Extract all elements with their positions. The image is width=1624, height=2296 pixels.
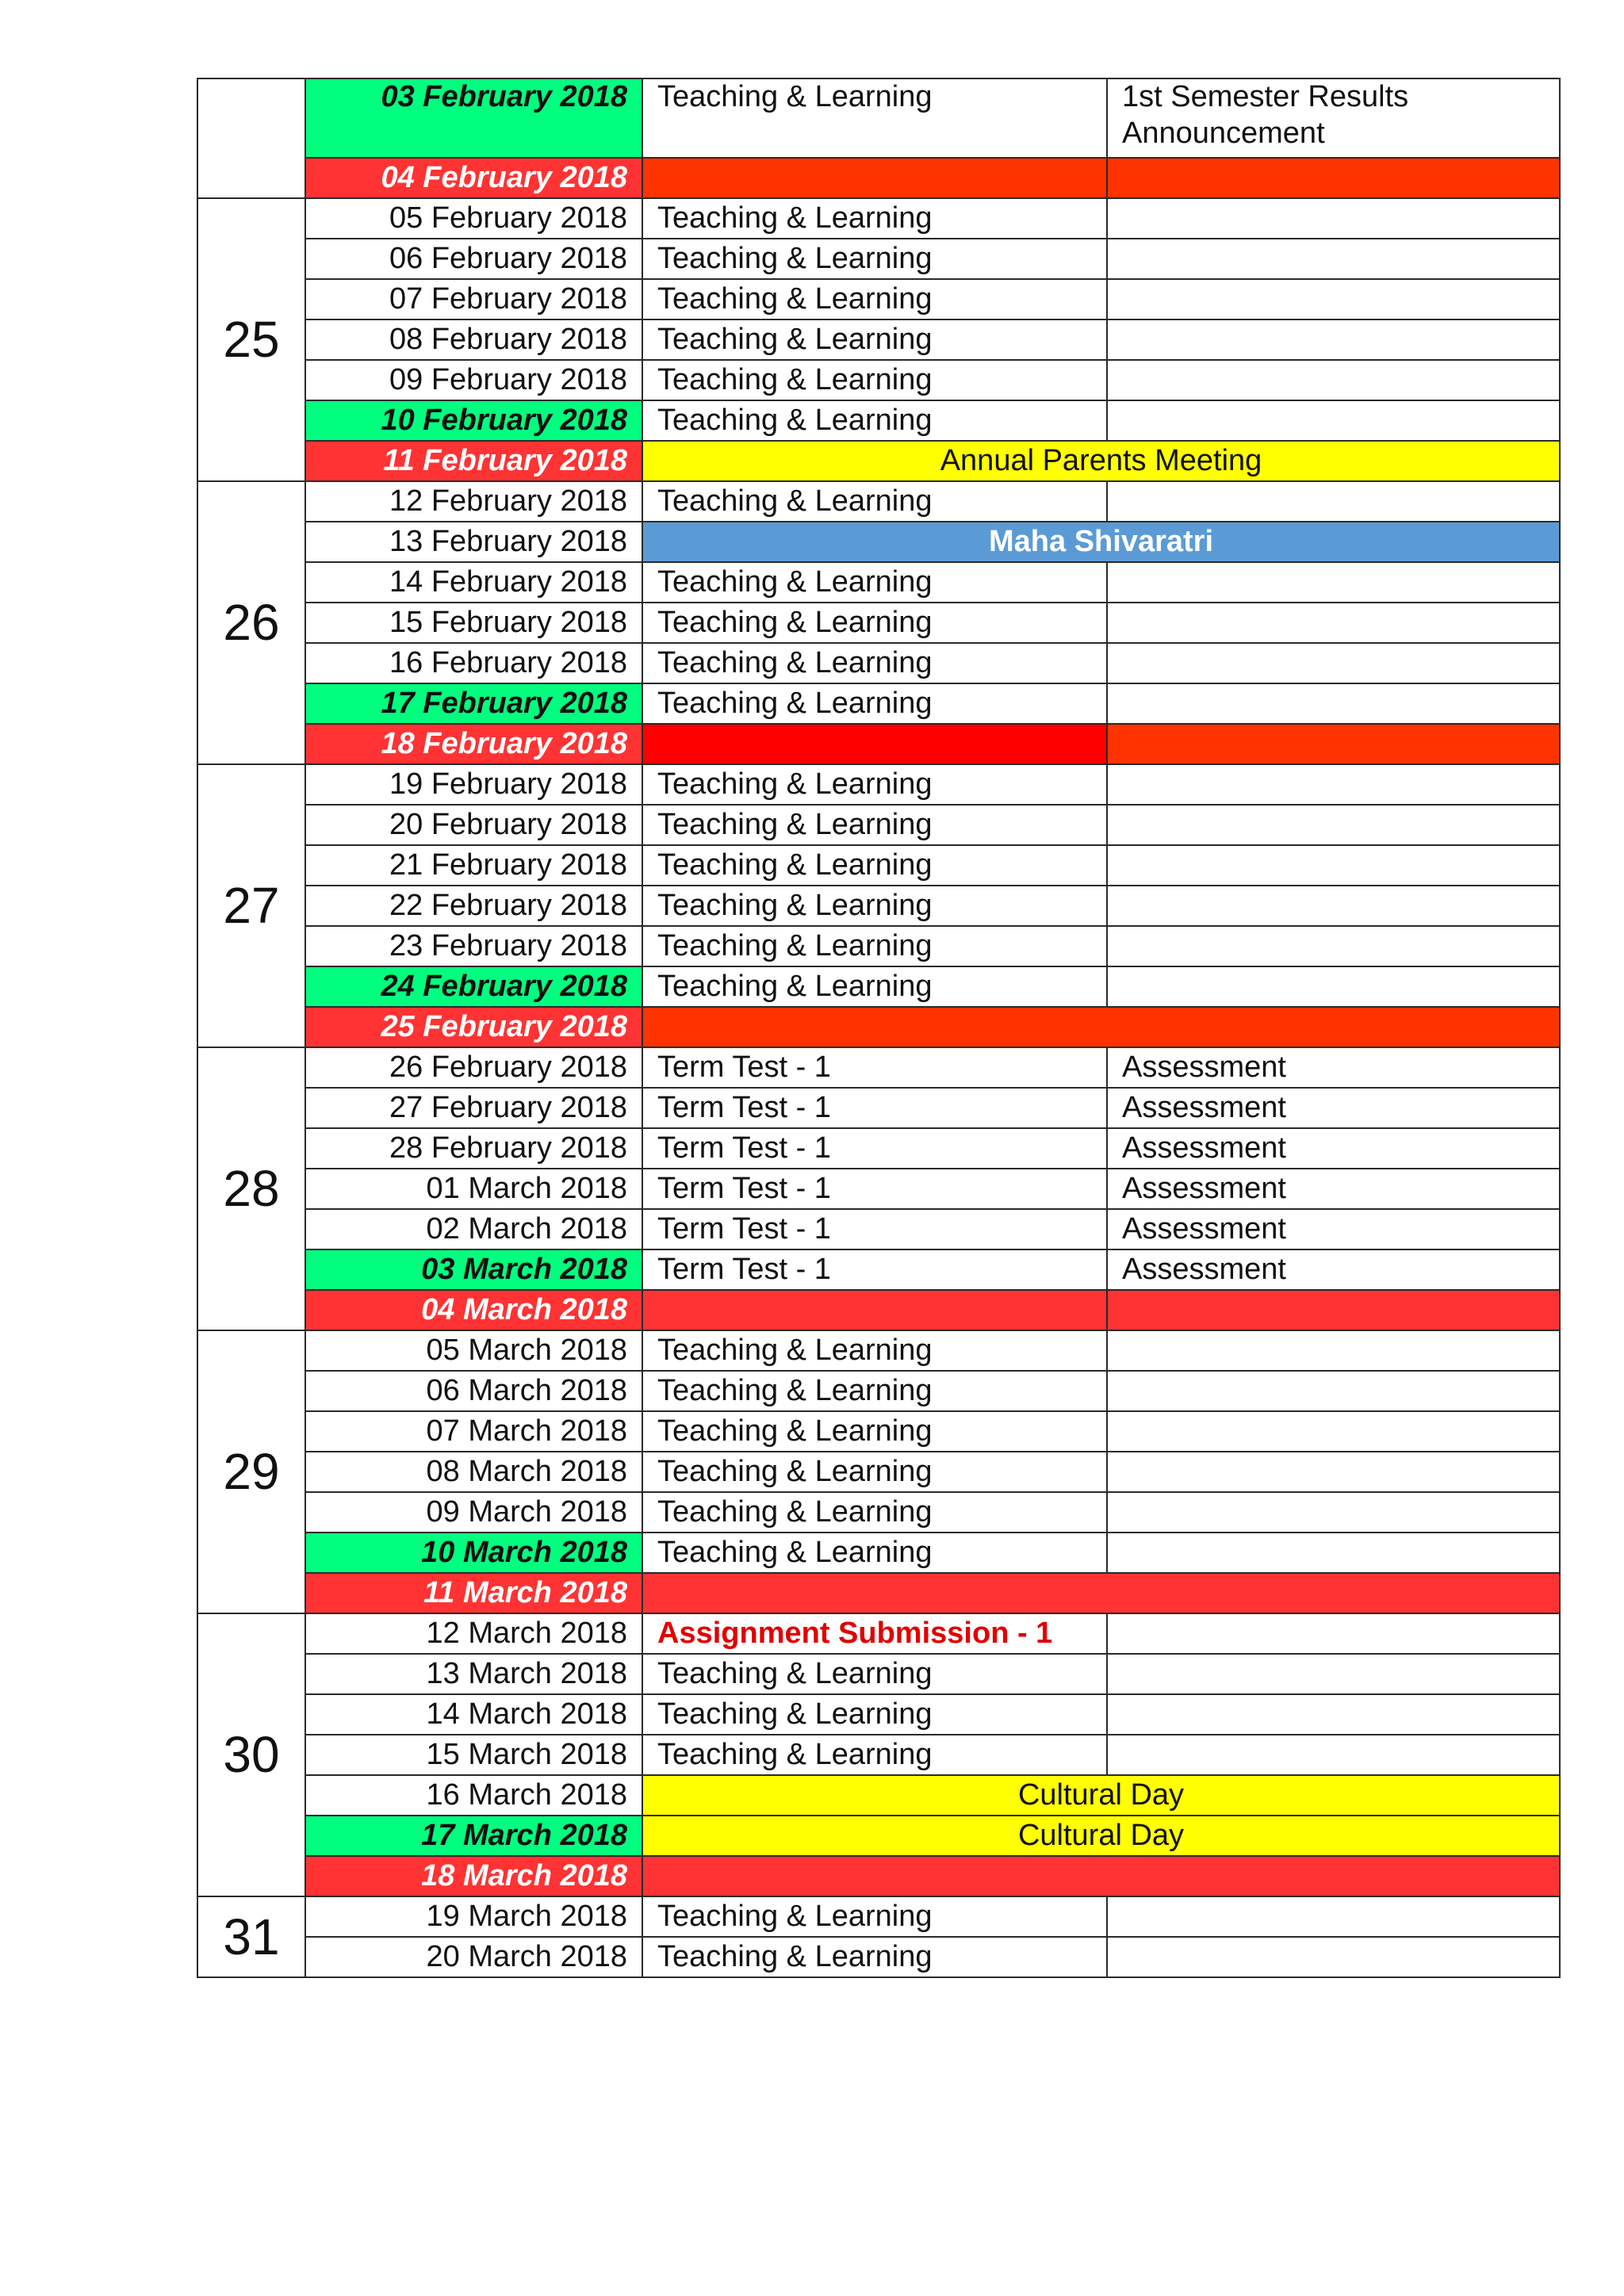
week-number: 31 bbox=[197, 1896, 305, 1977]
activity-cell: Teaching & Learning bbox=[642, 360, 1107, 400]
calendar-row bbox=[197, 603, 1560, 643]
calendar-row bbox=[197, 764, 1560, 805]
note-cell bbox=[1107, 1694, 1560, 1735]
saturday-date-cell: 10 March 2018 bbox=[305, 1533, 642, 1573]
date-cell: 14 February 2018 bbox=[305, 562, 642, 603]
date-cell: 06 March 2018 bbox=[305, 1371, 642, 1411]
date-cell: 08 February 2018 bbox=[305, 320, 642, 360]
note-cell bbox=[1107, 1290, 1560, 1330]
activity-cell: Teaching & Learning bbox=[642, 320, 1107, 360]
calendar-row bbox=[197, 1896, 1560, 1937]
calendar-row bbox=[197, 1654, 1560, 1694]
note-cell bbox=[1107, 1411, 1560, 1452]
date-cell: 19 March 2018 bbox=[305, 1896, 642, 1937]
calendar-row bbox=[197, 926, 1560, 966]
activity-cell: Term Test - 1 bbox=[642, 1088, 1107, 1128]
activity-cell: Assignment Submission - 1 bbox=[642, 1613, 1107, 1654]
calendar-row bbox=[197, 1816, 1560, 1856]
calendar-row bbox=[197, 198, 1560, 239]
week-number: 27 bbox=[197, 764, 305, 1047]
calendar-row bbox=[197, 400, 1560, 441]
event-cell: Cultural Day bbox=[642, 1775, 1560, 1816]
activity-cell: Term Test - 1 bbox=[642, 1209, 1107, 1249]
calendar-row bbox=[197, 562, 1560, 603]
date-cell: 20 February 2018 bbox=[305, 805, 642, 845]
activity-cell: Teaching & Learning bbox=[642, 198, 1107, 239]
note-cell bbox=[1107, 279, 1560, 320]
sunday-date-cell: 25 February 2018 bbox=[305, 1007, 642, 1047]
calendar-row bbox=[197, 1128, 1560, 1169]
activity-cell bbox=[642, 158, 1107, 198]
week-number: 30 bbox=[197, 1613, 305, 1896]
note-cell bbox=[1107, 724, 1560, 764]
date-cell: 19 February 2018 bbox=[305, 764, 642, 805]
date-cell: 05 March 2018 bbox=[305, 1330, 642, 1371]
calendar-row bbox=[197, 320, 1560, 360]
calendar-row bbox=[197, 522, 1560, 562]
activity-cell: Teaching & Learning bbox=[642, 1937, 1107, 1977]
calendar-row bbox=[197, 1492, 1560, 1533]
note-cell bbox=[1107, 966, 1560, 1007]
calendar-row bbox=[197, 724, 1560, 764]
date-cell: 21 February 2018 bbox=[305, 845, 642, 886]
activity-cell: Teaching & Learning bbox=[642, 1533, 1107, 1573]
activity-cell: Teaching & Learning bbox=[642, 886, 1107, 926]
date-cell: 20 March 2018 bbox=[305, 1937, 642, 1977]
calendar-row bbox=[197, 1088, 1560, 1128]
calendar-row bbox=[197, 1452, 1560, 1492]
activity-cell: Teaching & Learning bbox=[642, 1654, 1107, 1694]
note-cell bbox=[1107, 805, 1560, 845]
sunday-date-cell: 04 March 2018 bbox=[305, 1290, 642, 1330]
calendar-row bbox=[197, 1007, 1560, 1047]
note-cell: Assessment bbox=[1107, 1209, 1560, 1249]
date-cell: 28 February 2018 bbox=[305, 1128, 642, 1169]
activity-cell: Teaching & Learning bbox=[642, 926, 1107, 966]
note-cell bbox=[1107, 1735, 1560, 1775]
calendar-row bbox=[197, 158, 1560, 198]
calendar-body bbox=[197, 78, 1560, 1977]
sunday-date-cell: 18 February 2018 bbox=[305, 724, 642, 764]
sunday-date-cell: 18 March 2018 bbox=[305, 1856, 642, 1896]
activity-cell: Teaching & Learning bbox=[642, 1411, 1107, 1452]
activity-cell: Teaching & Learning bbox=[642, 603, 1107, 643]
date-cell: 22 February 2018 bbox=[305, 886, 642, 926]
calendar-row bbox=[197, 683, 1560, 724]
activity-cell bbox=[642, 1290, 1107, 1330]
date-cell: 16 February 2018 bbox=[305, 643, 642, 683]
note-cell bbox=[1107, 1654, 1560, 1694]
date-cell: 12 February 2018 bbox=[305, 481, 642, 522]
sunday-date-cell: 04 February 2018 bbox=[305, 158, 642, 198]
date-cell: 15 March 2018 bbox=[305, 1735, 642, 1775]
calendar-row bbox=[197, 1856, 1560, 1896]
activity-cell: Term Test - 1 bbox=[642, 1128, 1107, 1169]
activity-cell: Teaching & Learning bbox=[642, 481, 1107, 522]
activity-cell: Term Test - 1 bbox=[642, 1169, 1107, 1209]
date-cell: 07 February 2018 bbox=[305, 279, 642, 320]
note-cell bbox=[1107, 1533, 1560, 1573]
activity-cell: Teaching & Learning bbox=[642, 400, 1107, 441]
week-number: 25 bbox=[197, 198, 305, 481]
date-cell: 09 March 2018 bbox=[305, 1492, 642, 1533]
activity-cell: Teaching & Learning bbox=[642, 1735, 1107, 1775]
activity-cell: Teaching & Learning bbox=[642, 643, 1107, 683]
calendar-row bbox=[197, 360, 1560, 400]
note-cell: 1st Semester Results Announcement bbox=[1107, 78, 1560, 158]
saturday-date-cell: 10 February 2018 bbox=[305, 400, 642, 441]
note-cell bbox=[1107, 360, 1560, 400]
calendar-row bbox=[197, 1573, 1560, 1613]
date-cell: 08 March 2018 bbox=[305, 1452, 642, 1492]
calendar-row bbox=[197, 1411, 1560, 1452]
calendar-row bbox=[197, 1694, 1560, 1735]
activity-cell: Teaching & Learning bbox=[642, 239, 1107, 279]
note-cell bbox=[1107, 198, 1560, 239]
note-cell bbox=[1107, 562, 1560, 603]
saturday-date-cell: 17 February 2018 bbox=[305, 683, 642, 724]
calendar-row bbox=[197, 966, 1560, 1007]
date-cell: 26 February 2018 bbox=[305, 1047, 642, 1088]
note-cell bbox=[1107, 886, 1560, 926]
activity-cell: Teaching & Learning bbox=[642, 562, 1107, 603]
event-cell: Annual Parents Meeting bbox=[642, 441, 1560, 481]
calendar-row bbox=[197, 441, 1560, 481]
calendar-row bbox=[197, 78, 1560, 158]
note-cell bbox=[1107, 481, 1560, 522]
date-cell: 02 March 2018 bbox=[305, 1209, 642, 1249]
event-cell bbox=[642, 1573, 1560, 1613]
sunday-date-cell: 11 March 2018 bbox=[305, 1573, 642, 1613]
calendar-row bbox=[197, 1371, 1560, 1411]
saturday-date-cell: 03 February 2018 bbox=[305, 78, 642, 158]
date-cell: 13 March 2018 bbox=[305, 1654, 642, 1694]
calendar-row bbox=[197, 481, 1560, 522]
event-cell: Cultural Day bbox=[642, 1816, 1560, 1856]
note-cell: Assessment bbox=[1107, 1047, 1560, 1088]
note-cell bbox=[1107, 845, 1560, 886]
date-cell: 01 March 2018 bbox=[305, 1169, 642, 1209]
activity-cell: Teaching & Learning bbox=[642, 1694, 1107, 1735]
saturday-date-cell: 03 March 2018 bbox=[305, 1249, 642, 1290]
date-cell: 14 March 2018 bbox=[305, 1694, 642, 1735]
calendar-row bbox=[197, 805, 1560, 845]
note-cell: Assessment bbox=[1107, 1088, 1560, 1128]
note-cell bbox=[1107, 1452, 1560, 1492]
note-cell bbox=[1107, 1613, 1560, 1654]
sunday-date-cell: 11 February 2018 bbox=[305, 441, 642, 481]
calendar-row bbox=[197, 1937, 1560, 1977]
calendar-row bbox=[197, 845, 1560, 886]
calendar-row bbox=[197, 1533, 1560, 1573]
note-cell bbox=[1107, 1330, 1560, 1371]
calendar-row bbox=[197, 643, 1560, 683]
calendar-row bbox=[197, 1209, 1560, 1249]
calendar-row bbox=[197, 1249, 1560, 1290]
activity-cell: Teaching & Learning bbox=[642, 966, 1107, 1007]
note-cell: Assessment bbox=[1107, 1128, 1560, 1169]
date-cell: 12 March 2018 bbox=[305, 1613, 642, 1654]
date-cell: 15 February 2018 bbox=[305, 603, 642, 643]
note-cell: Assessment bbox=[1107, 1169, 1560, 1209]
note-cell bbox=[1107, 1896, 1560, 1937]
note-cell bbox=[1107, 643, 1560, 683]
week-number bbox=[197, 78, 305, 198]
calendar-row bbox=[197, 1613, 1560, 1654]
calendar-row bbox=[197, 1330, 1560, 1371]
event-cell: Maha Shivaratri bbox=[642, 522, 1560, 562]
activity-cell: Term Test - 1 bbox=[642, 1047, 1107, 1088]
note-cell bbox=[1107, 603, 1560, 643]
note-cell bbox=[1107, 764, 1560, 805]
note-cell bbox=[1107, 1371, 1560, 1411]
activity-cell: Teaching & Learning bbox=[642, 1492, 1107, 1533]
date-cell: 09 February 2018 bbox=[305, 360, 642, 400]
date-cell: 27 February 2018 bbox=[305, 1088, 642, 1128]
date-cell: 16 March 2018 bbox=[305, 1775, 642, 1816]
saturday-date-cell: 17 March 2018 bbox=[305, 1816, 642, 1856]
activity-cell: Teaching & Learning bbox=[642, 1371, 1107, 1411]
date-cell: 23 February 2018 bbox=[305, 926, 642, 966]
note-cell bbox=[1107, 158, 1560, 198]
event-cell bbox=[642, 1856, 1560, 1896]
note-cell bbox=[1107, 320, 1560, 360]
date-cell: 05 February 2018 bbox=[305, 198, 642, 239]
activity-cell: Teaching & Learning bbox=[642, 683, 1107, 724]
week-number: 28 bbox=[197, 1047, 305, 1330]
activity-cell: Teaching & Learning bbox=[642, 279, 1107, 320]
note-cell bbox=[1107, 1937, 1560, 1977]
calendar-row bbox=[197, 239, 1560, 279]
date-cell: 07 March 2018 bbox=[305, 1411, 642, 1452]
note-cell bbox=[1107, 239, 1560, 279]
note-cell bbox=[1107, 926, 1560, 966]
date-cell: 06 February 2018 bbox=[305, 239, 642, 279]
activity-cell: Teaching & Learning bbox=[642, 78, 1107, 158]
calendar-row bbox=[197, 1290, 1560, 1330]
calendar-row bbox=[197, 1047, 1560, 1088]
saturday-date-cell: 24 February 2018 bbox=[305, 966, 642, 1007]
note-cell bbox=[1107, 1492, 1560, 1533]
activity-cell: Teaching & Learning bbox=[642, 764, 1107, 805]
calendar-row bbox=[197, 279, 1560, 320]
activity-cell: Teaching & Learning bbox=[642, 1452, 1107, 1492]
note-cell bbox=[1107, 683, 1560, 724]
note-cell bbox=[1107, 400, 1560, 441]
calendar-row bbox=[197, 886, 1560, 926]
activity-cell: Teaching & Learning bbox=[642, 805, 1107, 845]
calendar-row bbox=[197, 1735, 1560, 1775]
activity-cell: Teaching & Learning bbox=[642, 845, 1107, 886]
calendar-row bbox=[197, 1169, 1560, 1209]
activity-cell: Term Test - 1 bbox=[642, 1249, 1107, 1290]
activity-cell: Teaching & Learning bbox=[642, 1330, 1107, 1371]
calendar-row bbox=[197, 1775, 1560, 1816]
activity-cell bbox=[642, 724, 1107, 764]
activity-cell: Teaching & Learning bbox=[642, 1896, 1107, 1937]
week-number: 29 bbox=[197, 1330, 305, 1613]
date-cell: 13 February 2018 bbox=[305, 522, 642, 562]
week-number: 26 bbox=[197, 481, 305, 764]
event-cell bbox=[642, 1007, 1560, 1047]
note-cell: Assessment bbox=[1107, 1249, 1560, 1290]
academic-calendar-table bbox=[197, 78, 1561, 1978]
